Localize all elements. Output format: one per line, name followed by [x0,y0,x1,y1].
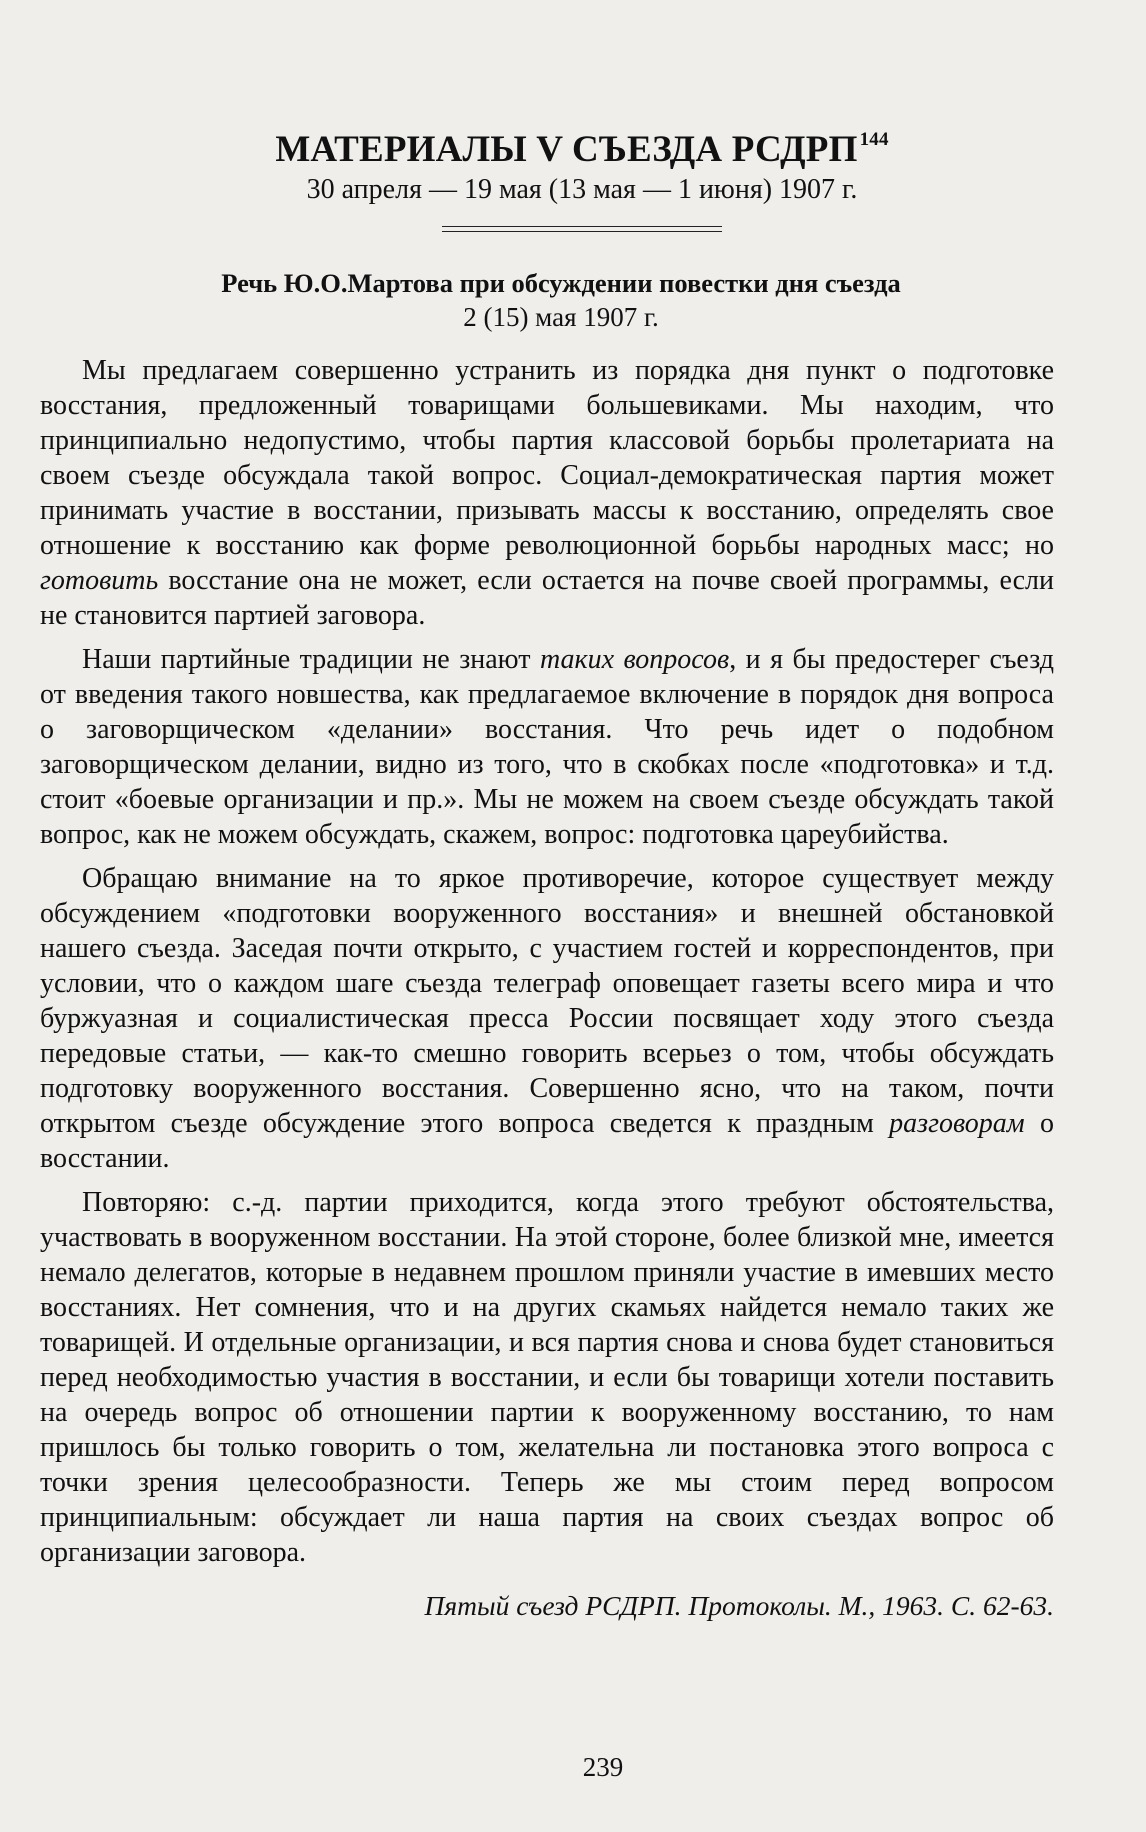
paragraph-text: восстание она не может, если остается на почве своей программы, если не становится партией заговора. [40,565,1054,631]
paragraph-text: Повторяю: с.-д. партии приходится, когда этого требуют обстоятельства, участвовать в вооруженном восстании. На этой стороне, более близкой мне, имеется немало делегатов, которые в недавнем прошлом приняли участие в имевших место восстаниях. Нет сомнения, что и на других скамьях найдется немало таких же товарищей. И отдельные организации, и вся партия снова и снова будет становиться перед необходимостью участия в восстании, и если бы товарищи хотели поставить на очередь вопрос об отношении партии к вооруженному восстанию, то нам пришлось бы только говорить о том, желательна ли постановка этого вопроса с точки зрения целесообразности. Теперь же мы стоим перед вопросом принципиальным: обсуждает ли наша партия на своих съездах вопрос об организации заговора. [40,1187,1054,1568]
emphasis-text: разговорам [889,1108,1025,1139]
footnote-reference: 144 [859,129,889,150]
paragraph-text: Наши партийные традиции не знают [82,644,540,675]
emphasis-text: готовить [40,565,159,596]
page-number: 239 [582,1752,624,1782]
paragraph-text: о восстании. [40,1108,1055,1174]
double-rule-divider [442,226,722,232]
paragraph [40,353,1054,633]
paragraph [40,642,1054,852]
source-citation: Пятый съезд РСДРП. Протоколы. М., 1963. С. 62-63. [424,1590,1054,1621]
paragraph-text: , и я бы предостерег съезд от введения такого новшества, как предлагаемое включение в порядок дня вопроса о заговорщическом «делании» восстания. Что речь идет о подобном заговорщическом делании, видно из того, что в скобках после «подготовка» и т.д. стоит «боевые организации и пр.». Мы не можем на своем съезде обсуждать такой вопрос, как не можем обсуждать, скажем, вопрос: подготовка цареубийства. [40,644,1055,850]
speech-title: Речь Ю.О.Мартова при обсуждении повестки дня съезда [221,268,901,298]
section-title [110,118,1054,172]
paragraph-text: Обращаю внимание на то яркое противоречие, которое существует между обсуждением «подготовки вооруженного восстания» и внешней обстановкой нашего съезда. Заседая почти открыто, с участием гостей и корреспондентов, при условии, что о каждом шаге съезда телеграф оповещает газеты всего мира и что буржуазная и социалистическая пресса России посвящает ходу этого съезда передовые статьи, — как-то смешно говорить всерьез о том, чтобы обсуждать подготовку вооруженного восстания. Совершенно ясно, что на таком, почти открытом съезде обсуждение этого вопроса сведется к праздным [40,863,1054,1139]
paragraph-text: Мы предлагаем совершенно устранить из порядка дня пункт о подготовке восстания, предложенный товарищами большевиками. Мы находим, что принципиально недопустимо, чтобы партия классовой борьбы пролетариата на своем съезде обсуждала такой вопрос. Социал-демократическая партия может принимать участие в восстании, призывать массы к восстанию, определять свое отношение к восстанию как форме революционной борьбы народных масс; но [40,355,1054,561]
emphasis-text: таких вопросов [539,644,730,675]
speech-body [40,353,1054,1570]
speech-date: 2 (15) мая 1907 г. [463,302,659,332]
congress-dates: 30 апреля — 19 мая (13 мая — 1 июня) 1907 г. [306,174,858,205]
paragraph [40,861,1054,1176]
paragraph [40,1185,1054,1570]
section-title-text: МАТЕРИАЛЫ V СЪЕЗДА РСДРП [275,129,858,170]
